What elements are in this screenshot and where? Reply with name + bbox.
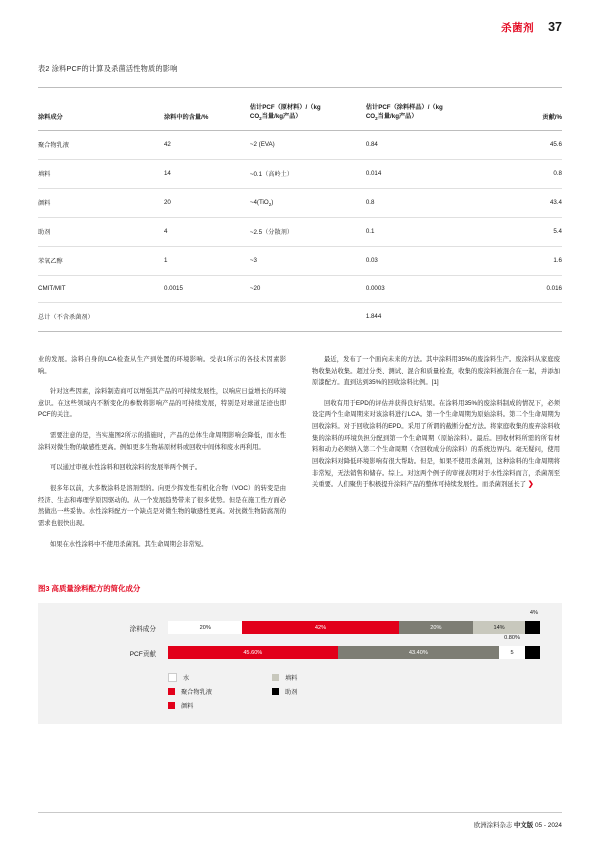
chart-row-label: 涂料成分 [129, 625, 156, 633]
cell-content: 42 [164, 130, 250, 159]
paragraph-text: 回收有用于EPD的评估并获得良好结果。在涂料用35%的废涂料制成的情况下，必须设定两个生命周期来对该涂料进行LCA。第一个生命周期为原始涂料。第二个生命周期为回收涂料。对于回收涂料的EPD。采用了所谓的截断分配方法。将家庭收集的废弃涂料收集的涂料的环境负担分配到第一个生命周期（原始涂料）。最后。回收材料所需的所有材料和动力必须纳入第二个生命周期（含回收成分的涂料）的系统边界内。毫无疑问，使用回收涂料对降低环境影响有很大帮助。但是，如果不使用杀菌剂，这种涂料的生命周期将非常短，无法销售和储存。综上。对这两个例子的审视表明对于水性涂料而言，杀菌剂至关重要。人们聚焦于积极提升涂料产品的整体可持续发展性。而杀菌剂延长了 [312, 399, 560, 489]
left-column [38, 354, 286, 559]
legend-label: 聚合物乳液 [181, 689, 212, 697]
legend-item [168, 701, 212, 710]
cell-pcf-sample: 0.84 [366, 130, 482, 159]
cell-contribution: 0.016 [482, 275, 562, 302]
header-category: 杀菌剂 [501, 22, 535, 34]
chart-row-composition [60, 610, 540, 634]
cell-content: 14 [164, 159, 250, 188]
cell-content: 20 [164, 188, 250, 217]
cell-content: 1 [164, 246, 250, 275]
chart-row-label: PCF贡献 [129, 650, 156, 658]
page-number: 37 [548, 20, 562, 34]
column-header-pcf-sample: 估计PCF（涂料样品）/（kg $CO_2$当量/kg产品） [366, 88, 482, 131]
paragraph [312, 398, 560, 492]
legend-item [168, 687, 212, 696]
paragraph: 很多年以前，大多数涂料是溶剂型的。向更少挥发性有机化合物（VOC）的转变是由经济、生态和毒理学原因驱动的。从一个发展趋势带来了很多优势。但是在施工性方面必然做出一些妥协。水性涂料配方一个缺点是对微生物的敏感性更高。对抗微生物防腐剂的需求也很快出现。 [38, 485, 286, 527]
table-row [38, 217, 562, 246]
table-row [38, 275, 562, 302]
cell-contribution: 5.4 [482, 217, 562, 246]
cell-content: 4 [164, 217, 250, 246]
cell-component: 苯氧乙醇 [38, 246, 164, 275]
cell-pcf-sample: 0.03 [366, 246, 482, 275]
legend-swatch-polymer-icon [168, 688, 175, 695]
bar-segment-filler: 20% [399, 621, 473, 634]
cell-total-label: 总计（不含杀菌剂） [38, 302, 164, 331]
chart-annotation-additive-pcf: 0.80% [504, 635, 520, 642]
chart-row-pcf [60, 635, 540, 659]
cell-pcf-raw: ~3 [250, 246, 366, 275]
column-header-content: 涂料中的含量/% [164, 88, 250, 131]
cell-pcf-raw: ~4(TiO$_2$) [250, 188, 366, 217]
paragraph: 针对这些因素，涂料制造商可以增强其产品的可持续发展性，以响应日益增长的环境意识。在这些领域内不断变化的参数将影响产品的可持续发展，特别是对球道足迹也即PCF的关注。 [38, 388, 286, 419]
cell-contribution: 0.8 [482, 159, 562, 188]
cell-contribution: 43.4 [482, 188, 562, 217]
cell-pcf-raw: ~2.5（分散剂） [250, 217, 366, 246]
table-row [38, 188, 562, 217]
legend-swatch-pigment-icon [168, 702, 175, 709]
table-row [38, 246, 562, 275]
bar-segment-pigment: 5 [499, 646, 525, 659]
bar-segment-polymer: 42% [242, 621, 398, 634]
continue-arrow-icon: ❯ [527, 481, 534, 489]
paragraph: 需要注意的是，当实施图2所示的措施时，产品的总体生命周期影响会降低，而水性涂料对微生物的敏感性更高。例如更多生物基原材料或回收中间体和废水再利用。 [38, 432, 286, 451]
cell-contribution: 1.6 [482, 246, 562, 275]
cell-pcf-raw: ~20 [250, 275, 366, 302]
cell-contribution: 45.6 [482, 130, 562, 159]
figure-caption: 图3 高质量涂料配方的简化成分 [38, 584, 141, 594]
table-row [38, 130, 562, 159]
cell-pcf-raw: ~2 (EVA) [250, 130, 366, 159]
cell-total-contribution [482, 302, 562, 331]
figure-chart [38, 603, 562, 724]
cell-component: 助剂 [38, 217, 164, 246]
cell-pcf-sample: 0.8 [366, 188, 482, 217]
footer-journal: 欧洲涂料杂志 [473, 822, 513, 829]
paragraph: 如果在水性涂料中不使用杀菌剂。其生命周期会非常短。 [50, 540, 208, 548]
footer-issue: 05 - 2024 [534, 822, 562, 829]
right-column [312, 354, 560, 559]
bar-segment-additive [525, 646, 540, 659]
legend-item [168, 673, 212, 682]
cell-component: 颜料 [38, 188, 164, 217]
legend-swatch-additive-icon [272, 688, 279, 695]
paragraph: 最近，发布了一个面向未来的方法。其中涂料用35%的废涂料生产。废涂料从家庭废物收集站收集。超过分类、测试、混合和质量检查，收集的废涂料被混合在一起，并添加原漆配方。直到达到35%的回收涂料比例。[1] [312, 355, 560, 387]
legend-swatch-filler-icon [272, 674, 279, 681]
paragraph: 业的发展。涂料自身的LCA检查从生产到处置的环境影响。受表1所示的各技术因素影响。 [38, 355, 286, 375]
legend-swatch-water-icon [168, 673, 177, 682]
cell-pcf-sample: 0.014 [366, 159, 482, 188]
table-body [38, 130, 562, 331]
cell-pcf-sample: 0.1 [366, 217, 482, 246]
article-body [38, 354, 562, 559]
legend-item [272, 687, 297, 696]
cell-content: 0.0015 [164, 275, 250, 302]
cell-total-content [164, 302, 250, 331]
bar-segment-polymer: 45.60% [168, 646, 338, 659]
table-head [38, 88, 562, 131]
cell-component: CMIT/MIT [38, 275, 164, 302]
legend-item [272, 673, 297, 682]
legend-column-right [272, 673, 297, 710]
table-total-row [38, 302, 562, 331]
stacked-bar [168, 646, 540, 659]
chart-legend [60, 673, 540, 710]
cell-total-pcf-sample: 1.844 [366, 302, 482, 331]
legend-column-left [168, 673, 212, 710]
cell-pcf-sample: 0.0003 [366, 275, 482, 302]
table-caption: 表2 涂料PCF的计算及杀菌活性物质的影响 [38, 64, 178, 73]
bar-segment-pigment: 14% [473, 621, 525, 634]
chart-annotation-additive: 4% [529, 610, 538, 617]
column-header-component: 涂料成分 [38, 88, 164, 131]
legend-label: 填料 [284, 675, 298, 683]
footer-edition: 中文版 [514, 822, 534, 829]
bar-segment-water: 20% [168, 621, 242, 634]
legend-label: 颜料 [181, 703, 194, 711]
column-header-pcf-raw: 估计PCF（原材料）/（kg $CO_2$当量/kg产品） [250, 88, 366, 131]
cell-pcf-raw: ~0.1（高岭土） [250, 159, 366, 188]
table-row [38, 159, 562, 188]
stacked-bar [168, 621, 540, 634]
column-header-contribution: 贡献/% [482, 88, 562, 131]
page-footer [38, 812, 562, 829]
cell-component: 填料 [38, 159, 164, 188]
page-header [38, 0, 562, 46]
legend-label: 水 [183, 675, 190, 683]
cell-total-pcf-raw [250, 302, 366, 331]
bar-segment-additive [525, 621, 540, 634]
paragraph: 可以通过审视水性涂料和回收涂料的发展举两个例子。 [50, 464, 202, 472]
bar-segment-filler: 43.40% [338, 646, 499, 659]
pcf-table [38, 87, 562, 332]
cell-component: 聚合物乳液 [38, 130, 164, 159]
legend-label: 助剂 [284, 689, 298, 697]
